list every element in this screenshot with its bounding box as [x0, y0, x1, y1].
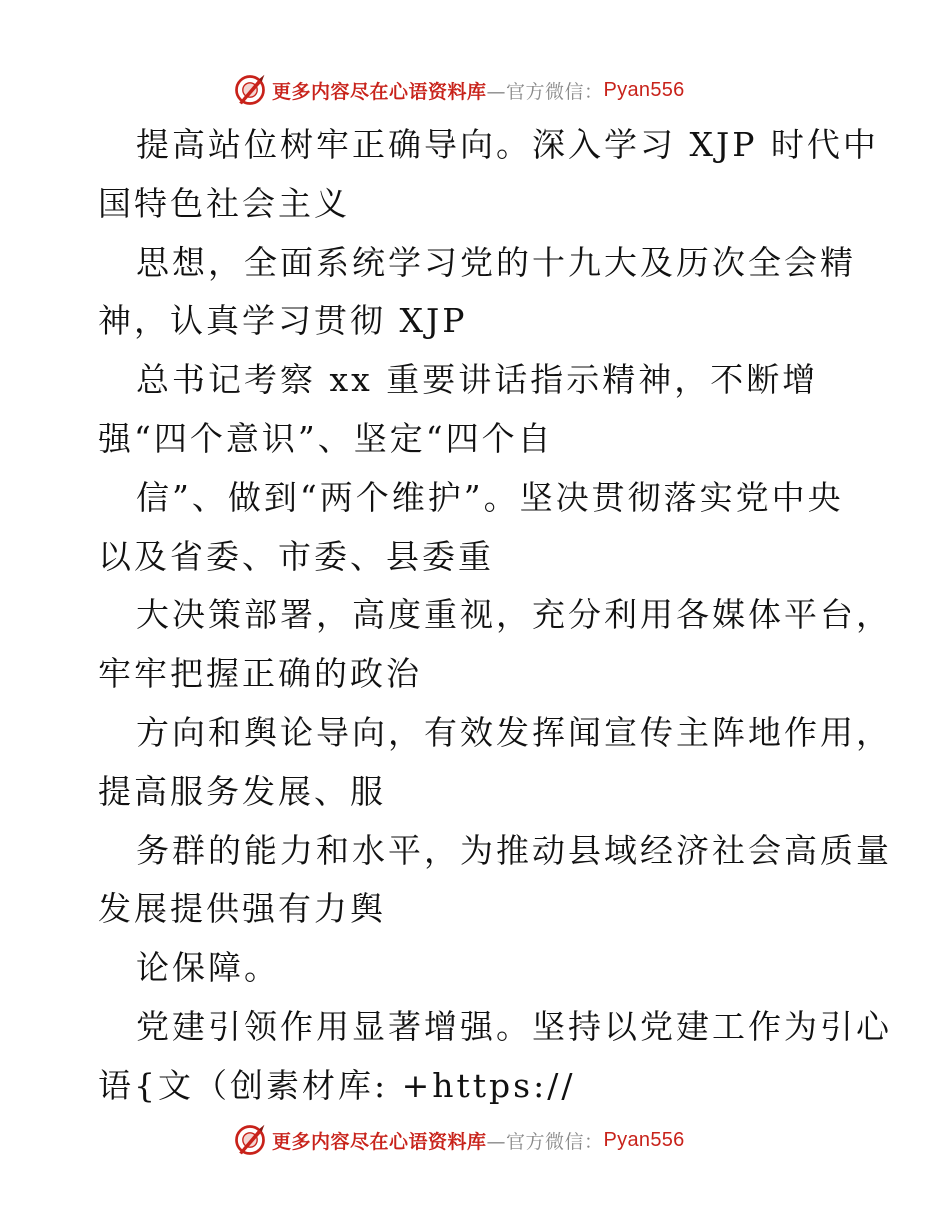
- watermark-account: Pyan556: [603, 78, 685, 101]
- watermark-text: 更多内容尽在心语资料库: [272, 1130, 487, 1153]
- text-line: 方向和舆论导向，有效发挥闻宣传主阵地作用，: [136, 712, 892, 752]
- text-line: 神，认真学习贯彻 XJP: [98, 301, 468, 341]
- watermark-banner-bottom: [232, 1120, 685, 1160]
- text-line: 提高服务发展、服: [98, 771, 386, 811]
- quill-circle-logo-icon: [232, 72, 268, 108]
- text-line: 务群的能力和水平，为推动县域经济社会高质量: [136, 830, 892, 870]
- text-line: 牢牢把握正确的政治: [98, 654, 422, 694]
- text-line: 信”、做到“两个维护”。坚决贯彻落实党中央: [136, 477, 844, 517]
- text-line: 国特色社会主义: [98, 183, 350, 223]
- text-line: 总书记考察 xx 重要讲话指示精神，不断增: [136, 360, 819, 400]
- watermark-separator: —官方微信：: [486, 80, 604, 103]
- document-body: [98, 116, 892, 1116]
- text-line: 以及省委、市委、县委重: [98, 536, 494, 576]
- text-line: 大决策部署，高度重视，充分利用各媒体平台，: [136, 595, 892, 635]
- text-line: 党建引领作用显著增强。坚持以党建工作为引心: [136, 1006, 892, 1046]
- text-line: 语{文（创素材库: +https://: [98, 1065, 576, 1105]
- text-line: 论保障。: [136, 948, 280, 988]
- watermark-account: Pyan556: [603, 1128, 685, 1151]
- text-line: 强“四个意识”、坚定“四个自: [98, 418, 554, 458]
- text-line: 思想，全面系统学习党的十九大及历次全会精: [136, 242, 856, 282]
- watermark-text: 更多内容尽在心语资料库: [272, 80, 487, 103]
- text-line: 发展提供强有力舆: [98, 889, 386, 929]
- watermark-banner-top: [232, 70, 685, 110]
- quill-circle-logo-icon: [232, 1122, 268, 1158]
- watermark-separator: —官方微信：: [486, 1130, 604, 1153]
- text-line: 提高站位树牢正确导向。深入学习 XJP 时代中: [136, 125, 879, 164]
